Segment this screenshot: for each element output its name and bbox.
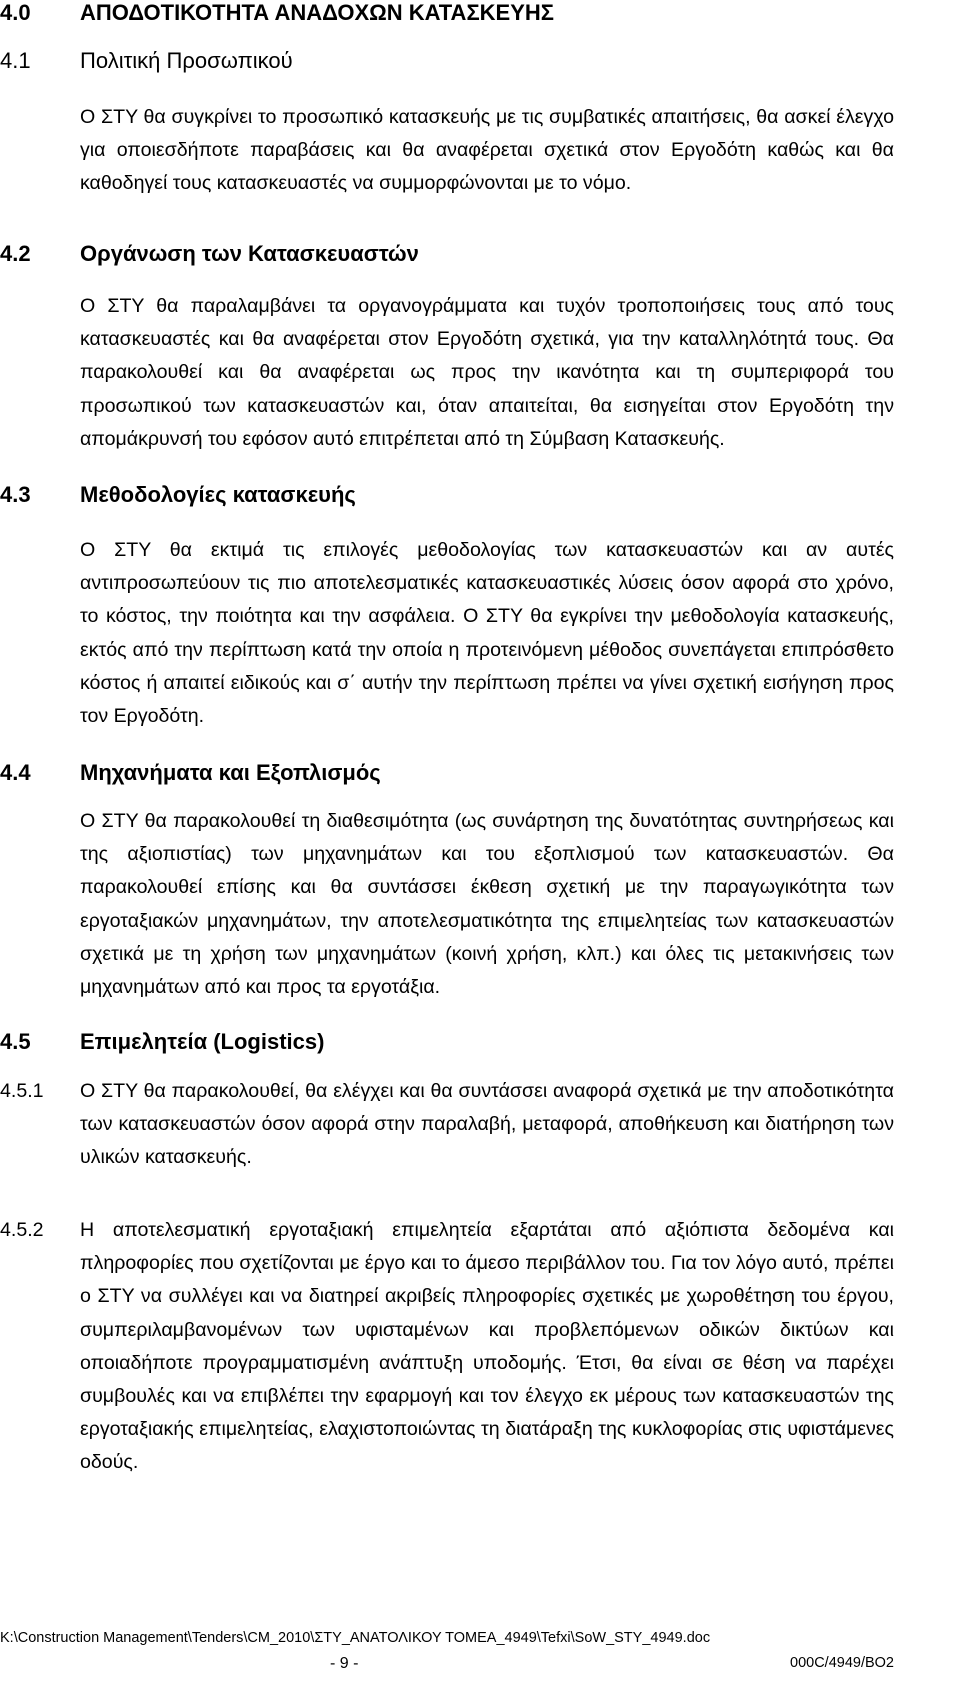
heading-title: Μηχανήματα και Εξοπλισμός	[80, 760, 381, 785]
heading-number: 4.5	[0, 1029, 31, 1054]
paragraph-4-4: Ο ΣΤΥ θα παρακολουθεί τη διαθεσιμότητα (ως συνάρτηση της δυνατότητας συντηρήσεως και της αξιοπιστίας) των μηχανημάτων και του εξοπλισμού των κατασκευαστών. Θα παρακολουθεί επίσης και θα συντάσσει έκθεση σχετική με την παραγωγικότητα των εργοταξιακών μηχανημάτων, την αποτελεσματικότητα της επιμελητείας των κατασκευαστών σχετικά με τη χρήση των μηχανημάτων (κοινή χρήση, κλπ.) και όλες τις μετακινήσεις των μηχανημάτων από και προς τα εργοτάξια.	[80, 810, 894, 999]
footer-file-path: K:\Construction Management\Tenders\CM_2010\ΣΤΥ_ΑΝΑΤΟΛΙΚΟΥ ΤΟΜΕΑ_4949\Tefxi\SoW_STY_4949.doc	[0, 1630, 711, 1646]
paragraph-4-3: Ο ΣΤΥ θα εκτιμά τις επιλογές μεθοδολογίας των κατασκευαστών και αν αυτές αντιπροσωπεύουν τις πιο αποτελεσματικές κατασκευαστικές λύσεις όσον αφορά στο χρόνο, το κόστος, την ποιότητα και την ασφάλεια. Ο ΣΤΥ θα εγκρίνει την μεθοδολογία κατασκευής, εκτός από την περίπτωση κατά την οποία η προτεινόμενη μέθοδος συνεπάγεται επιπρόσθετο κόστος ή απαιτεί ειδικούς και σ΄ αυτήν την περίπτωση πρέπει να γίνει σχετική εισήγηση προς τον Εργοδότη.	[80, 539, 894, 728]
page-number: - 9 -	[330, 1655, 359, 1672]
heading-number: 4.4	[0, 760, 31, 785]
heading-title: Μεθοδολογίες κατασκευής	[80, 482, 356, 507]
heading-number: 4.3	[0, 482, 31, 507]
paragraph-4-2: Ο ΣΤΥ θα παραλαμβάνει τα οργανογράμματα και τυχόν τροποποιήσεις τους από τους κατασκευαστές και θα αναφέρεται στον Εργοδότη σχετικά, για την καταλληλότητά τους. Θα παρακολουθεί και θα αναφέρεται ως προς την ικανότητα και τη συμπεριφορά του προσωπικού των κατασκευαστών και, όταν απαιτείται, θα εισηγείται στον Εργοδότη την απομάκρυνσή του εφόσον αυτό επιτρέπεται από τη Σύμβαση Κατασκευής.	[80, 295, 894, 450]
document-code: 000C/4949/BO2	[790, 1655, 894, 1671]
heading-title: Πολιτική Προσωπικού	[80, 48, 293, 73]
subsection-text: Η αποτελεσματική εργοταξιακή επιμελητεία εξαρτάται από αξιόπιστα δεδομένα και πληροφορίες που σχετίζονται με έργο και το άμεσο περιβάλλον του. Για τον λόγο αυτό, πρέπει ο ΣΤΥ να συλλέγει και να διατηρεί ακριβείς πληροφορίες σχετικές με χωροθέτηση του έργου, συμπεριλαμβανομένων των υφισταμένων και προβλεπόμενων οδικών δικτύων και οποιαδήποτε προγραμματισμένη ανάπτυξη υποδομής. Έτσι, θα είναι σε θέση να παρέχει συμβουλές και να επιβλέπει την εφαρμογή και τον έλεγχο εκ μέρους των κατασκευαστών της εργοταξιακής επιμελητείας, ελαχιστοποιώντας τη διατάραξη της κυκλοφορίας στις υφιστάμενες οδούς.	[80, 1219, 894, 1474]
heading-title: Επιμελητεία (Logistics)	[80, 1029, 325, 1054]
section-number: 4.0	[0, 0, 31, 25]
subsection-text: Ο ΣΤΥ θα παρακολουθεί, θα ελέγχει και θα συντάσσει αναφορά σχετικά με την αποδοτικότητα των κατασκευαστών όσον αφορά στην παραλαβή, μεταφορά, αποθήκευση και διατήρηση των υλικών κατασκευής.	[80, 1080, 894, 1169]
paragraph-4-1: Ο ΣΤΥ θα συγκρίνει το προσωπικό κατασκευής με τις συμβατικές απαιτήσεις, θα ασκεί έλεγχο για οποιεσδήποτε παραβάσεις και θα αναφέρεται σχετικά στον Εργοδότη καθώς και θα καθοδηγεί τους κατασκευαστές να συμμορφώνονται με το νόμο.	[80, 106, 894, 195]
section-title: ΑΠΟΔΟΤΙΚΟΤΗΤΑ ΑΝΑΔΟΧΩΝ ΚΑΤΑΣΚΕΥΗΣ	[80, 0, 554, 25]
heading-number: 4.1	[0, 48, 31, 73]
subsection-number: 4.5.1	[0, 1080, 44, 1102]
heading-number: 4.2	[0, 241, 31, 266]
heading-title: Οργάνωση των Κατασκευαστών	[80, 241, 419, 266]
subsection-number: 4.5.2	[0, 1219, 44, 1241]
